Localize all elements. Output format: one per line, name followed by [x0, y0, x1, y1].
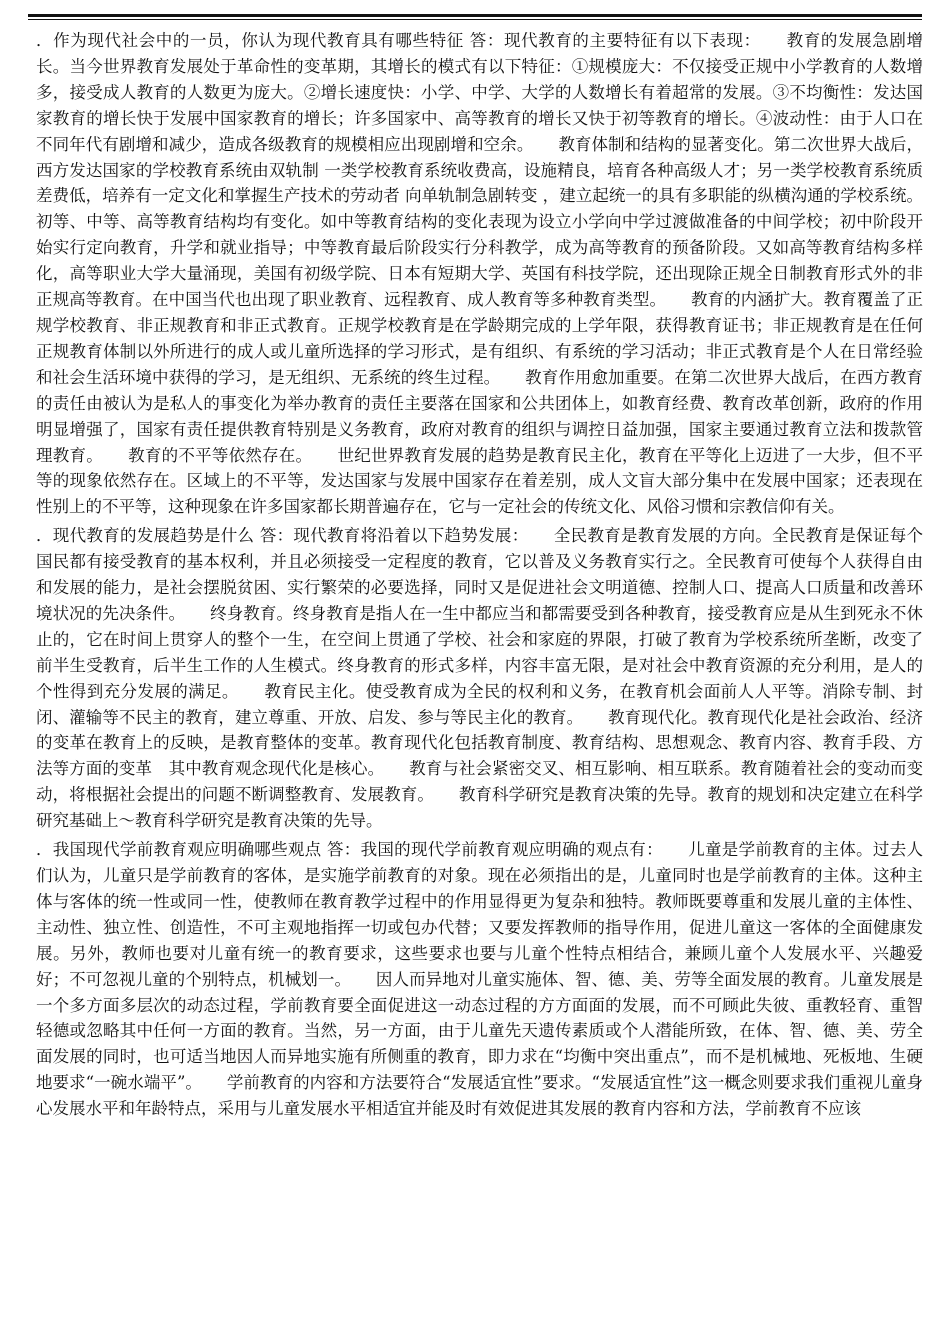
paragraph-preschool-education-views: ．我国现代学前教育观应明确哪些观点 答：我国的现代学前教育观应明确的观点有： 儿童是学前教育的主体。过去人们认为，儿童只是学前教育的客体，是实施学前教育的对象。现在必须指出的是，儿童同时也是学前教育的主体。这种主体与客体的统一性或同一性，使教师在教育教学过程中的作用显得更为复杂和独特。教师既要尊重和发展儿童的主体性、主动性、独立性、创造性，不可主观地指挥一切或包办代替；又要发挥教师的指导作用，促进儿童这一客体的全面健康发展。另外，教师也要对儿童有统一的教育要求，这些要求也要与儿童个性特点相结合，兼顾儿童个人发展水平、兴趣爱好；不可忽视儿童的个别特点，机械划一。 因人而异地对儿童实施体、智、德、美、劳等全面发展的教育。儿童发展是一个多方面多层次的动态过程，学前教育要全面促进这一动态过程的方方面面的发展，而不可顾此失彼、重教轻育、重智轻德或忽略其中任何一方面的教育。当然，另一方面，由于儿童先天遗传素质或个人潜能所致，在体、智、德、美、劳全面发展的同时，也可适当地因人而异地实施有所侧重的教育，即力求在“均衡中突出重点”，而不是机械地、死板地、生硬地要求“一碗水端平”。 学前教育的内容和方法要符合“发展适宜性”要求。“发展适宜性”这一概念则要求我们重视儿童身心发展水平和年龄特点，采用与儿童发展水平相适宜并能及时有效促进其发展的教育内容和方法，学前教育不应该 — [36, 840, 923, 1119]
paragraph-modern-education-features: ．作为现代社会中的一员，你认为现代教育具有哪些特征 答：现代教育的主要特征有以下表现： 教育的发展急剧增长。当今世界教育发展处于革命性的变革期，其增长的模式有以下特征：①规模庞大：不仅接受正规中小学教育的人数增多，接受成人教育的人数更为庞大。②增长速度快：小学、中学、大学的人数增长有着超常的发展。③不均衡性：发达国家教育的增长快于发展中国家教育的增长；许多国家中、高等教育的增长又快于初等教育的增长。④波动性：由于人口在不同年代有剧增和减少，造成各级教育的规模相应出现剧增和空余。 教育体制和结构的显著变化。第二次世界大战后，西方发达国家的学校教育系统由双轨制 一类学校教育系统收费高，设施精良，培育各种高级人才；另一类学校教育系统质差费低，培养有一定文化和掌握生产技术的劳动者 向单轨制急剧转变 ，建立起统一的具有多职能的纵横沟通的学校系统。初等、中等、高等教育结构均有变化。如中等教育结构的变化表现为设立小学向中学过渡做准备的中间学校；初中阶段开始实行定向教育，升学和就业指导；中等教育最后阶段实行分科教学，成为高等教育的预备阶段。又如高等教育结构多样化，高等职业大学大量涌现，美国有初级学院、日本有短期大学、英国有科技学院，还出现除正规全日制教育形式外的非正规高等教育。在中国当代也出现了职业教育、远程教育、成人教育等多种教育类型。 教育的内涵扩大。教育覆盖了正规学校教育、非正规教育和非正式教育。正规学校教育是在学龄期完成的上学年限，获得教育证书；非正规教育是在任何正规教育体制以外所进行的成人或儿童所选择的学习形式，是有组织、有系统的学习活动；非正式教育是个人在日常经验和社会生活环境中获得的学习，是无组织、无系统的终生过程。 教育作用愈加重要。在第二次世界大战后，在西方教育的责任由被认为是私人的事变化为举办教育的责任主要落在国家和公共团体上，如教育经费、教育改革创新，政府的作用明显增强了，国家有责任提供教育特别是义务教育，政府对教育的组织与调控日益加强，国家主要通过教育立法和拨款管理教育。 教育的不平等依然存在。 世纪世界教育发展的趋势是教育民主化，教育在平等化上迈进了一大步，但不平等的现象依然存在。区域上的不平等，发达国家与发展中国家存在着差别，成人文盲大部分集中在发展中国家；还表现在性别上的不平等，这种现象在许多国家都长期普遍存在，它与一定社会的传统文化、风俗习惯和宗教信仰有关。 — [36, 31, 923, 517]
header-rule-thick — [28, 14, 922, 17]
paragraph-modern-education-trends: ．现代教育的发展趋势是什么 答：现代教育将沿着以下趋势发展： 全民教育是教育发展的方向。全民教育是保证每个国民都有接受教育的基本权利，并且必须接受一定程度的教育，它以普及义务教育实行之。全民教育可使每个人获得自由和发展的能力，是社会摆脱贫困、实行繁荣的必要选择，同时又是促进社会文明道德、控制人口、提高人口质量和改善环境状况的先决条件。 终身教育。终身教育是指人在一生中都应当和都需要受到各种教育，接受教育应是从生到死永不休止的，它在时间上贯穿人的整个一生，在空间上贯通了学校、社会和家庭的界限，打破了教育为学校系统所垄断，改变了前半生受教育，后半生工作的人生模式。终身教育的形式多样，内容丰富无限，是对社会中教育资源的充分利用，是人的个性得到充分发展的满足。 教育民主化。使受教育成为全民的权利和义务，在教育机会面前人人平等。消除专制、封闭、灌输等不民主的教育，建立尊重、开放、启发、参与等民主化的教育。 教育现代化。教育现代化是社会政治、经济的变革在教育上的反映，是教育整体的变革。教育现代化包括教育制度、教育结构、思想观念、教育内容、教育手段、方法等方面的变革 其中教育观念现代化是核心。 教育与社会紧密交叉、相互影响、相互联系。教育随着社会的变动而变动，将根据社会提出的问题不断调整教育、发展教育。 教育科学研究是教育决策的先导。教育的规划和决定建立在科学研究基础上～教育科学研究是教育决策的先导。 — [36, 526, 923, 831]
document-body — [36, 28, 923, 1125]
header-rule-thin — [28, 19, 922, 20]
